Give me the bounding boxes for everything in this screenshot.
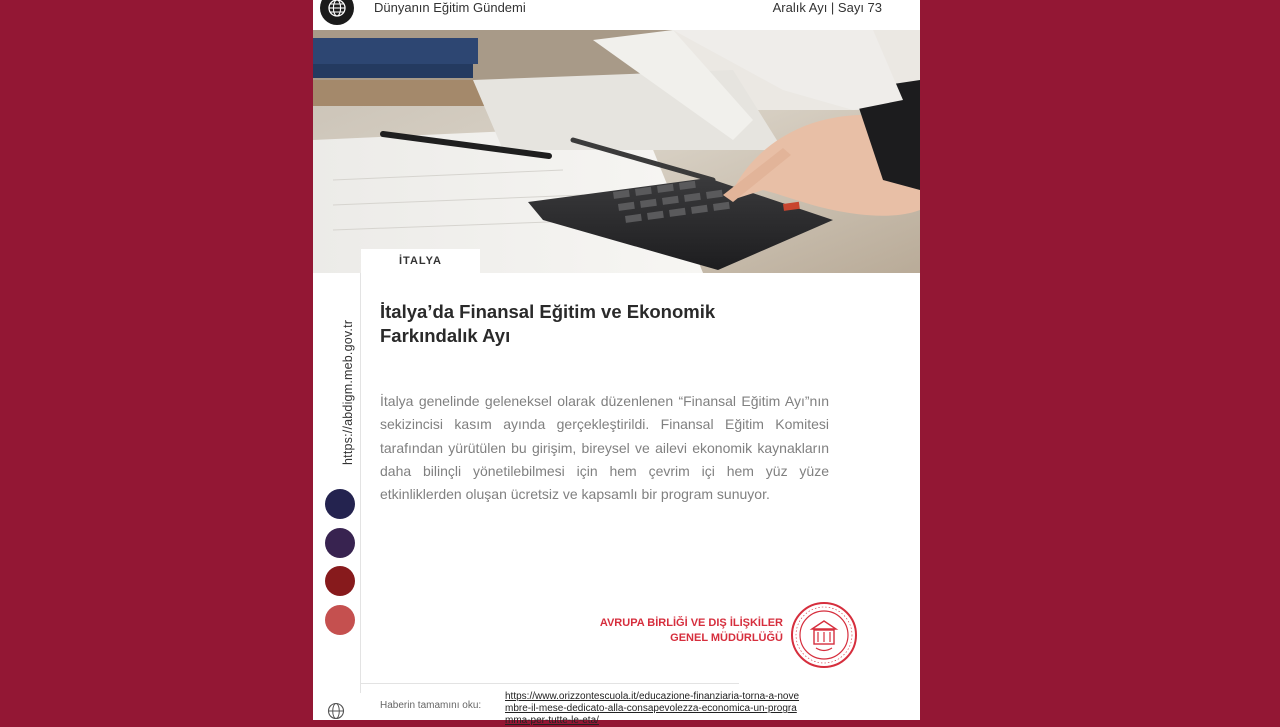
organization-name (563, 616, 783, 646)
color-swatch-coral (325, 605, 355, 635)
article-body: İtalya genelinde geleneksel olarak düzenlenen “Finansal Eğitim Ayı”nın sekizincisi kasım ayında gerçekleştirildi. Finansal Eğitim Komitesi tarafından yürütülen bu girişim, bireysel ve ailevi ekonomik kaynakların daha bilinçli yönetilebilmesi için hem çevrim içi hem yüz yüze etkinliklerden oluşan ücretsiz ve kapsamlı bir program sunuyor. (380, 393, 829, 503)
color-swatch-navy (325, 489, 355, 519)
globe-icon (320, 0, 354, 25)
color-swatch-purple (325, 528, 355, 558)
read-more-label: Haberin tamamını oku: (380, 700, 482, 711)
article-title (380, 300, 800, 348)
article-title-line: İtalya’da Finansal Eğitim ve Ekonomik (380, 301, 716, 322)
website-link[interactable]: https://abdigm.meb.gov.tr (341, 319, 355, 465)
organization-name-line: AVRUPA BİRLİĞİ VE DIŞ İLİŞKİLER (599, 617, 783, 629)
issue-number: Aralık Ayı | Sayı 73 (772, 0, 882, 15)
article-photo (313, 30, 920, 273)
country-tag: İTALYA (361, 249, 480, 273)
publication-title: Dünyanın Eğitim Gündemi (374, 0, 526, 15)
color-swatch-maroon (325, 566, 355, 596)
organization-name-line: GENEL MÜDÜRLÜĞÜ (670, 632, 783, 644)
footer-divider (361, 683, 739, 684)
ministry-seal-icon (790, 601, 858, 669)
sidebar-divider (360, 273, 361, 693)
page-header (313, 0, 920, 30)
globe-icon (327, 702, 345, 725)
source-link[interactable]: https://www.orizzontescuola.it/educazione-finanziaria-torna-a-novembre-il-mese-dedicato-alla-consapevolezza-economica-un-programma-per-tutte-le-eta/ (505, 691, 800, 726)
newsletter-page (313, 0, 920, 726)
article-title-line: Farkındalık Ayı (380, 325, 511, 346)
